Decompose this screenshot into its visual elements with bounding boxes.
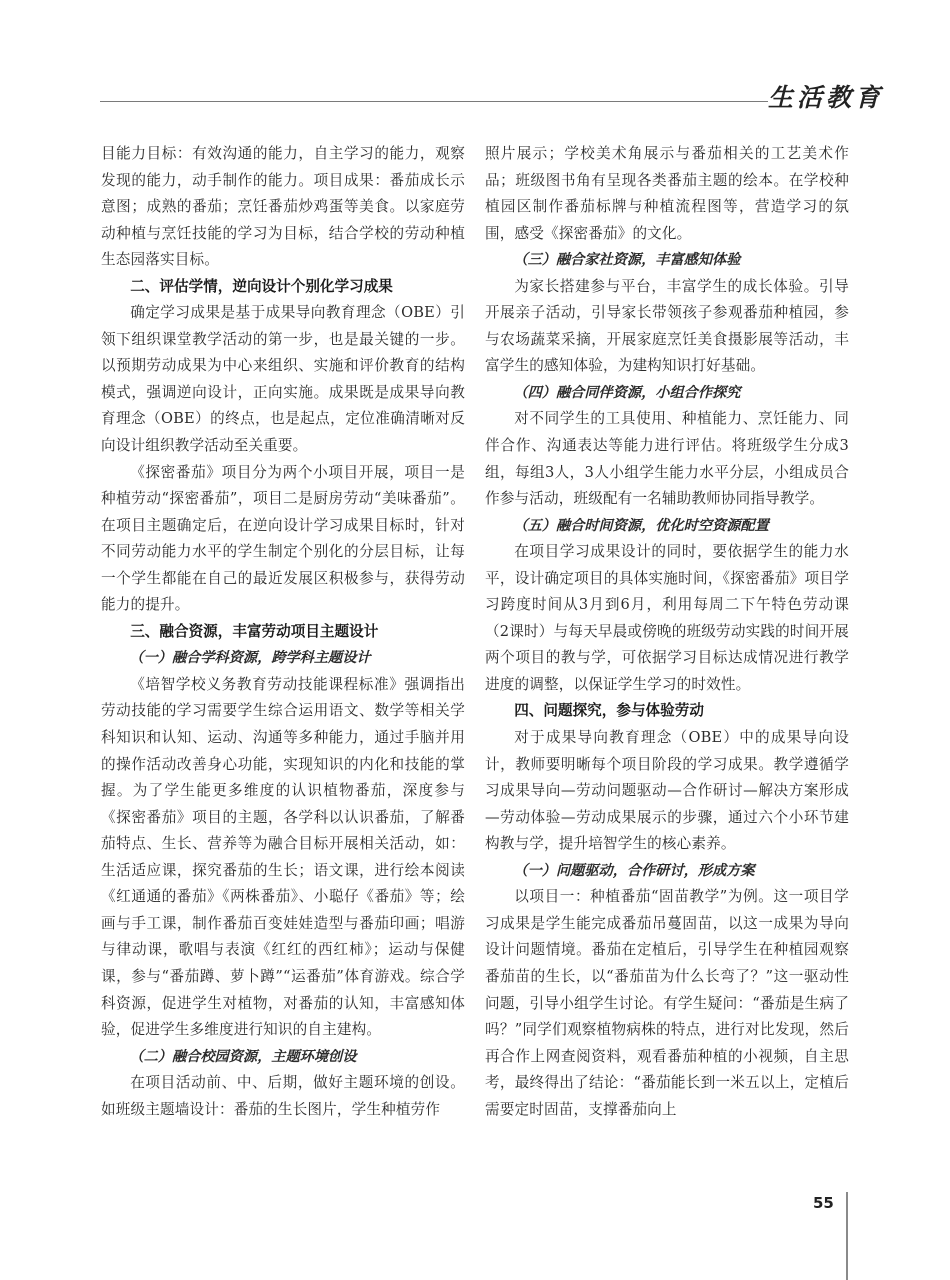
paragraph: 为家长搭建参与平台，丰富学生的成长体验。引导开展亲子活动，引导家长带领孩子参观番茄种植园，参与农场蔬菜采摘，开展家庭烹饪美食摄影展等活动，丰富学生的感知体验，为建构知识打好基础。: [485, 277, 849, 375]
right-column: [485, 141, 849, 1123]
paragraph: 对不同学生的工具使用、种植能力、烹饪能力、同伴合作、沟通表达等能力进行评估。将班级学生分成3组，每组3人，3人小组学生能力水平分层，小组成员合作参与活动，班级配有一名辅助教师协同指导教学。: [485, 410, 849, 508]
page-number: 55: [813, 1194, 834, 1212]
page-edge-bar: [846, 1192, 848, 1280]
paragraph: 在项目学习成果设计的同时，要依据学生的能力水平，设计确定项目的具体实施时间，《探密番茄》项目学习跨度时间从3月到6月，利用每周二下午特色劳动课（2课时）与每天早晨或傍晚的班级劳动实践的时间开展两个项目的教与学，可依据学习目标达成情况进行教学进度的调整，以保证学生学习的时效性。: [485, 543, 849, 693]
subsection-heading: （三）融合家社资源，丰富感知体验: [513, 252, 741, 269]
subsection-heading: （五）融合时间资源，优化时空资源配置: [513, 517, 769, 534]
paragraph: 《探密番茄》项目分为两个小项目开展，项目一是种植劳动“探密番茄”，项目二是厨房劳动“美味番茄”。在项目主题确定后，在逆向设计学习成果目标时，针对不同劳动能力水平的学生制定个别化的分层目标，让每一个学生都能在自己的最近发展区积极参与，获得劳动能力的提升。: [101, 463, 465, 614]
paragraph-continued: 照片展示；学校美术角展示与番茄相关的工艺美术作品；班级图书角有呈现各类番茄主题的绘本。在学校种植园区制作番茄标牌与种植流程图等，营造学习的氛围，感受《探密番茄》的文化。: [485, 145, 849, 242]
subsection-heading: （一）问题驱动，合作研讨，形成方案: [513, 862, 755, 879]
section-heading: 四、问题探究，参与体验劳动: [514, 702, 704, 720]
paragraph: 对于成果导向教育理念（OBE）中的成果导向设计，教师要明晰每个项目阶段的学习成果。教学遵循学习成果导向—劳动问题驱动—合作研讨—解决方案形成—劳动体验—劳动成果展示的步骤，通过六个小环节建构教与学，提升培智学生的核心素养。: [485, 729, 849, 853]
subsection-heading: （二）融合校园资源，主题环境创设: [129, 1048, 357, 1065]
paragraph: 确定学习成果是基于成果导向教育理念（OBE）引领下组织课堂教学活动的第一步，也是最关键的一步。以预期劳动成果为中心来组织、实施和评价教育的结构模式，强调逆向设计，正向实施。成果既是成果导向教育理念（OBE）的终点，也是起点，定位准确清晰对反向设计组织教学活动至关重要。: [101, 304, 465, 455]
header-rule: [100, 101, 768, 102]
paragraph-continued: 目能力目标：有效沟通的能力，自主学习的能力，观察发现的能力，动手制作的能力。项目成果：番茄成长示意图；成熟的番茄；烹饪番茄炒鸡蛋等美食。以家庭劳动种植与烹饪技能的学习为目标，结合学校的劳动种植生态园落实目标。: [101, 145, 465, 269]
paragraph: 《培智学校义务教育劳动技能课程标准》强调指出劳动技能的学习需要学生综合运用语文、数学等相关学科知识和认知、运动、沟通等多种能力，通过手脑并用的操作活动改善身心功能，实现知识的内化和技能的掌握。为了学生能更多维度的认识植物番茄，深度参与《探密番茄》项目的主题，各学科以认识番茄，了解番茄特点、生长、营养等为融合目标开展相关活动，如：生活适应课，探究番茄的生长；语文课，进行绘本阅读《红通通的番茄》《两株番茄》、小聪仔《番茄》等；绘画与手工课，制作番茄百变娃娃造型与番茄印画；唱游与律动课，歌唱与表演《红红的西红柿》；运动与保健课，参与“番茄蹲、萝卜蹲”“运番茄”体育游戏。综合学科资源，促进学生对植物，对番茄的认知，丰富感知体验，促进学生多维度进行知识的自主建构。: [101, 675, 465, 1039]
section-heading: 三、融合资源，丰富劳动项目主题设计: [130, 622, 379, 640]
subsection-heading: （四）融合同伴资源，小组合作探究: [513, 384, 741, 401]
subsection-heading: （一）融合学科资源，跨学科主题设计: [129, 650, 371, 667]
column-title: 生活教育: [768, 83, 885, 112]
paragraph: 在项目活动前、中、后期，做好主题环境的创设。如班级主题墙设计：番茄的生长图片，学生种植劳作: [101, 1074, 465, 1118]
paragraph: 以项目一：种植番茄“固苗教学”为例。这一项目学习成果是学生能完成番茄吊蔓固苗，以这一成果为导向设计问题情境。番茄在定植后，引导学生在种植园观察番茄苗的生长，以“番茄苗为什么长弯了？”这一驱动性问题，引导小组学生讨论。有学生疑问：“番茄是生病了吗？”同学们观察植物病株的特点，进行对比发现，然后再合作上网查阅资料，观看番茄种植的小视频，自主思考，最终得出了结论：“番茄能长到一米五以上，定植后需要定时固苗，支撑番茄向上: [485, 888, 849, 1118]
left-column: [101, 141, 465, 1123]
section-heading: 二、评估学情，逆向设计个别化学习成果: [130, 277, 393, 295]
